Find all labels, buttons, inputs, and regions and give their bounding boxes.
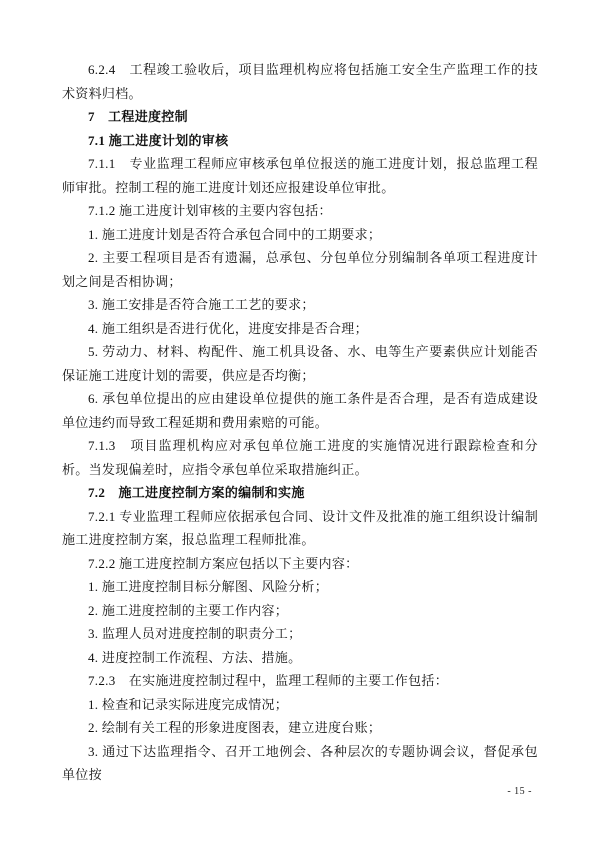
paragraph: 1. 检查和记录实际进度完成情况； <box>88 696 289 712</box>
paragraph: 2. 施工进度控制的主要工作内容； <box>88 602 289 618</box>
paragraph: 7.2.2 施工进度控制方案应包括以下主要内容： <box>88 555 359 571</box>
paragraph: 3. 监理人员对进度控制的职责分工； <box>88 626 302 641</box>
paragraph: 1. 施工进度计划是否符合承包合同中的工期要求； <box>88 226 382 242</box>
paragraph: 4. 进度控制工作流程、方法、措施。 <box>88 649 302 665</box>
paragraph: 5. 劳动力、材料、构配件、施工机具设备、水、电等生产要素供应计划能否保证施工进度计划的需要，供应是否均衡； <box>62 344 538 383</box>
section-heading: 7 工程进度控制 <box>88 109 188 124</box>
document-body <box>62 58 538 787</box>
paragraph: 7.1.2 施工进度计划审核的主要内容包括： <box>88 203 332 218</box>
paragraph: 2. 主要工程项目是否有遗漏，总承包、分包单位分别编制各单项工程进度计划之间是否相协调； <box>62 250 538 289</box>
paragraph: 7.1.1 专业监理工程师应审核承包单位报送的施工进度计划，报总监理工程师审批。控制工程的施工进度计划还应报建设单位审批。 <box>62 156 538 195</box>
paragraph: 2. 绘制有关工程的形象进度图表，建立进度台账； <box>88 720 382 735</box>
section-heading: 7.1 施工进度计划的审核 <box>88 132 229 148</box>
page-number: - 15 - <box>507 786 532 797</box>
paragraph: 7.1.3 项目监理机构应对承包单位施工进度的实施情况进行跟踪检查和分析。当发现偏差时，应指令承包单位采取措施纠正。 <box>62 438 538 477</box>
paragraph: 1. 施工进度控制目标分解图、风险分析； <box>88 579 329 594</box>
paragraph: 6. 承包单位提出的应由建设单位提供的施工条件是否合理，是否有造成建设单位违约而导致工程延期和费用索赔的可能。 <box>62 391 538 430</box>
paragraph: 3. 通过下达监理指令、召开工地例会、各种层次的专题协调会议，督促承包单位按 <box>62 743 538 782</box>
paragraph: 7.2.1 专业监理工程师应依据承包合同、设计文件及批准的施工组织设计编制施工进度控制方案，报总监理工程师批准。 <box>62 508 538 547</box>
paragraph: 3. 施工安排是否符合施工工艺的要求； <box>88 297 315 312</box>
paragraph: 7.2.3 在实施进度控制过程中，监理工程师的主要工作包括： <box>88 673 448 688</box>
paragraph: 6.2.4 工程竣工验收后，项目监理机构应将包括施工安全生产监理工作的技术资料归档。 <box>62 62 538 101</box>
section-heading: 7.2 施工进度控制方案的编制和实施 <box>88 485 305 500</box>
paragraph: 4. 施工组织是否进行优化，进度安排是否合理； <box>88 320 368 336</box>
